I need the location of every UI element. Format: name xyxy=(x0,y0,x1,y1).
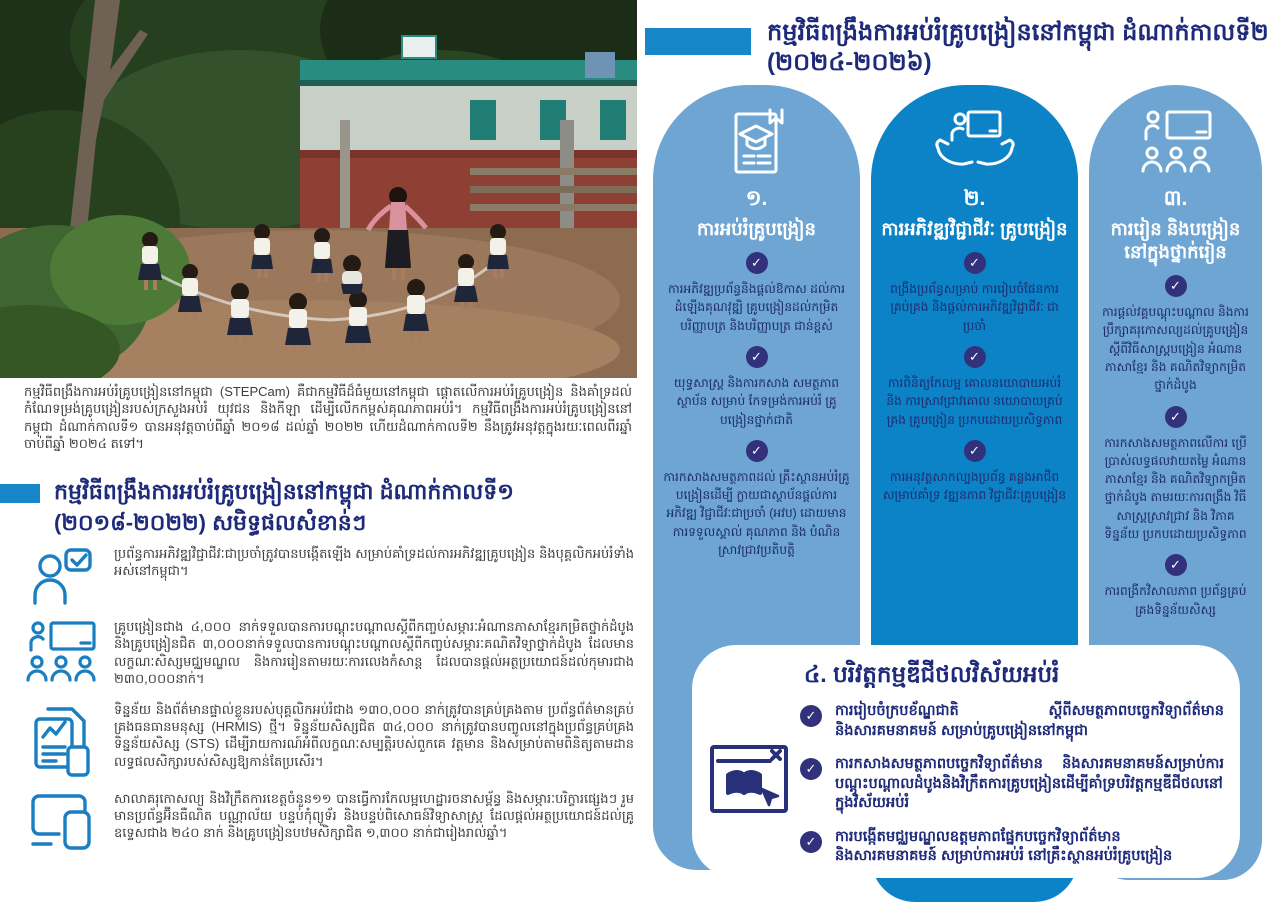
achievements-list xyxy=(24,545,634,852)
documents-chart-icon xyxy=(24,701,98,777)
column-number: ២. xyxy=(963,187,986,210)
column-title: ការអភិវឌ្ឍវិជ្ជាជីវៈ គ្រូបង្រៀន xyxy=(881,219,1068,239)
list-item xyxy=(800,828,1224,867)
devices-icon xyxy=(24,790,98,852)
achievement-text: ទិន្នន័យ និងព័ត៌មានផ្ទាល់ខ្លួនរបស់បុគ្គលិកអប់រំជាង ១៣០,០០០ នាក់ត្រូវបានគ្រប់គ្រងតាម ប្រព័ន្ធព័ត៌មានគ្រប់គ្រងធនធានមនុស្ស (HRMIS) ថ្មី។ ទិន្នន័យសិស្សជិត ៣៤,០០០ នាក់ត្រូវបានបញ្ចូលនៅក្នុងប្រព័ន្ធគ្រប់គ្រងទិន្នន័យសិស្ស (STS) ដើម្បីរាយការណ៍អំពីលក្ខណៈសម្បត្តិរបស់ពួកគេ វត្តមាន និងសម្រាប់តាមពិនិត្យតាមដានលទ្ធផលសិក្សារបស់សិស្សឱ្យកាន់តែប្រសើរ។ xyxy=(114,701,634,769)
check-icon: ✓ xyxy=(800,758,822,780)
check-icon: ✓ xyxy=(800,705,822,727)
list-item xyxy=(800,702,1224,741)
column-item: ការកសាងសមត្ថភាពលើការ ប្រើប្រាស់លទ្ធផលវាយតម្លៃ អំណានភាសាខ្មែរ និង គណិតវិទ្យាកម្រិតថ្នាក់ដំបូង តាមរយៈការពង្រឹង វិធីសាស្ត្រស្រាវជ្រាវ និង វិភាគទិន្នន័យ ប្រកបដោយប្រសិទ្ធភាព xyxy=(1104,435,1247,542)
column-item: យុទ្ធសាស្ត្រ និងការកសាង សមត្ថភាពស្ថាប័ន សម្រាប់ កែទម្រង់ការអប់រំ គ្រូបង្រៀនថ្នាក់ជាតិ xyxy=(673,375,840,427)
accent-bar xyxy=(0,484,40,503)
achievement-text: សាលាគរុកោសល្យ និងវិក្រឹតការខេត្តចំនួន១១ បានធ្វើការកែលម្អហេដ្ឋារចនាសម្ព័ន្ធ និងសម្ភារៈបរិក្ខារផ្សេងៗ រួមមានប្រព័ន្ធអ៊ីនធឺណិត បណ្ណាល័យ បន្ទប់កុំព្យូទ័រ និងបន្ទប់ពិសោធន៍វិទ្យាសាស្ត្រ ដែលផ្តល់អត្ថប្រយោជន៍ដល់គ្រូឧទ្ទេសជាង ២៤០ នាក់ និងគ្រូបង្រៀនបឋមសិក្សាជិត ១,៣០០ នាក់ជារៀងរាល់ឆ្នាំ។ xyxy=(114,790,634,841)
check-icon: ✓ xyxy=(746,252,768,274)
check-icon: ✓ xyxy=(746,440,768,462)
column-item: ការផ្តល់វគ្គបណ្តុះបណ្តាល និងការ ប្រឹក្សាគរុកោសល្យដល់គ្រូបង្រៀន ស្តីពីវិធីសាស្ត្របង្រៀន អំណានភាសាខ្មែរ និង គណិតវិទ្យាកម្រិតថ្នាក់ដំបូង xyxy=(1102,305,1249,393)
check-icon: ✓ xyxy=(746,346,768,368)
column-number: ១. xyxy=(745,187,768,210)
check-icon: ✓ xyxy=(800,831,822,853)
list-item xyxy=(24,701,634,777)
left-section-header xyxy=(0,476,636,538)
section4-item-text: ការកសាងសមត្ថភាពបច្ចេកវិទ្យាព័ត៌មាន និងសារគមនាគមន៍សម្រាប់ការបណ្តុះបណ្តាលដំបូងនិងវិក្រឹតការគ្រូបង្រៀនដើម្បីគាំទ្របរិវត្តកម្មឌីជីថលនៅក្នុងវិស័យអប់រំ xyxy=(835,756,1224,811)
section4-item-text: ការរៀបចំក្របខ័ណ្ឌជាតិ ស្តីពីសមត្ថភាពបច្ចេកវិទ្យាព័ត៌មាន និងសារគមនាគមន៍ សម្រាប់គ្រូបង្រៀននៅកម្ពុជា xyxy=(835,703,1224,739)
achievement-text: ប្រព័ន្ធការអភិវឌ្ឍវិជ្ជាជីវៈជាប្រចាំត្រូវបានបង្កើតឡើង សម្រាប់គាំទ្រដល់ការអភិវឌ្ឍគ្រូបង្រៀន និងបុគ្គលិកអប់រំទាំងអស់នៅកម្ពុជា។ xyxy=(114,546,634,579)
list-item xyxy=(24,545,634,605)
diploma-gradcap-icon xyxy=(663,105,850,181)
schoolyard-photo-illustration xyxy=(0,0,637,378)
check-icon: ✓ xyxy=(1165,406,1187,428)
person-check-bubble-icon xyxy=(24,545,98,605)
hands-teacher-icon xyxy=(881,105,1068,181)
column-title: ការអប់រំគ្រូបង្រៀន xyxy=(697,219,816,239)
section4-item-text: ការបង្កើតមជ្ឈមណ្ឌលឧត្តមភាពផ្នែកបច្ចេកវិទ្យាព័ត៌មាន និងសារគមនាគមន៍ សម្រាប់ការអប់រំ នៅគ្រឹះស្ថានអប់រំគ្រូបង្រៀន xyxy=(835,828,1173,864)
check-icon: ✓ xyxy=(964,440,986,462)
section4-title: ៤. បរិវត្តកម្មឌីជីថលវិស័យអប់រំ xyxy=(804,661,1060,687)
list-item xyxy=(800,755,1224,814)
list-item xyxy=(24,618,634,688)
column-item: ពង្រឹងប្រព័ន្ធសម្រាប់ ការរៀបចំផែនការ គ្រប់គ្រង និងផ្តល់ការអភិវឌ្ឍវិជ្ជាជីវៈ ជាប្រចាំ xyxy=(890,282,1059,333)
accent-bar xyxy=(645,28,751,55)
column-item: ការពិនិត្យកែលម្អ គោលនយោបាយអប់រំ និង ការស្រាវជ្រាវគោល នយោបាយគ្រប់គ្រង គ្រូបង្រៀន ប្រកបដោយប្រសិទ្ធភាព xyxy=(886,375,1063,427)
check-icon: ✓ xyxy=(964,252,986,274)
section4-items xyxy=(800,702,1224,867)
left-section-title: កម្មវិធីពង្រឹងការអប់រំគ្រូបង្រៀននៅកម្ពុជា ដំណាក់កាលទី១ (២០១៨-២០២២) សមិទ្ធផលសំខាន់ៗ xyxy=(54,479,514,535)
list-item xyxy=(24,790,634,852)
column-item: ការកសាងសមត្ថភាពដល់ គ្រឹះស្ថានអប់រំគ្រូបង្រៀនដើម្បី ក្លាយជាស្ថាប័នផ្តល់ការអភិវឌ្ឍ វិជ្ជាជីវៈជាប្រចាំ (អវប) ដោយមានការទទួលស្គាល់ គុណភាព និង បំណិនស្រាវជ្រាវប្រតិបត្តិ xyxy=(663,469,850,557)
column-item: ការអនុវត្តសាកល្បងប្រព័ន្ធ គន្លងអាជីព សម្រាប់គាំទ្រ វឌ្ឍនភាព វិជ្ជាជីវៈគ្រូបង្រៀន xyxy=(882,469,1067,503)
section4-card xyxy=(692,645,1240,878)
schoolyard-photo xyxy=(0,0,637,378)
check-icon: ✓ xyxy=(1165,275,1187,297)
achievement-text: គ្រូបង្រៀនជាង ៤,០០០ នាក់ទទួលបានការបណ្តុះបណ្តាលស្តីពីកញ្ចប់សម្ភារៈអំណានភាសាខ្មែរកម្រិតថ្នាក់ដំបូង និងគ្រូបង្រៀនជិត ៣,០០០នាក់ទទួលបានការបណ្តុះបណ្តាលស្តីពីកញ្ចប់សម្ភារៈគណិតវិទ្យាថ្នាក់ដំបូង ដែលមានលក្ខណៈសិស្សមជ្ឈមណ្ឌល និងការរៀនតាមរយៈការលេងកំសាន្ត ដែលបានផ្តល់អត្ថប្រយោជន៍ដល់កុមារជាង ២៣០,០០០នាក់។ xyxy=(114,619,634,687)
right-page-title: កម្មវិធីពង្រឹងការអប់រំគ្រូបង្រៀននៅកម្ពុជា ដំណាក់កាលទី២ (២០២៤-២០២៦) xyxy=(767,19,1269,76)
classroom-board-icon xyxy=(1099,105,1252,181)
column-item: ការពង្រីកវិសាលភាព ប្រព័ន្ធគ្រប់គ្រងទិន្នន័យសិស្ស xyxy=(1104,584,1247,617)
column-number: ៣. xyxy=(1163,187,1188,210)
check-icon: ✓ xyxy=(964,346,986,368)
right-page-header xyxy=(645,18,1280,80)
browser-book-icon xyxy=(708,737,790,819)
intro-paragraph: កម្មវិធីពង្រឹងការអប់រំគ្រូបង្រៀននៅកម្ពុជា (STEPCam) គឺជាកម្មវិធីដ៏ធំមួយនៅកម្ពុជា ផ្តោតលើការអប់រំគ្រូបង្រៀន និងគាំទ្រដល់កំណែទម្រង់គ្រូបង្រៀនរបស់ក្រសួងអប់រំ យុវជន និងកីឡា ដើម្បីលើកកម្ពស់គុណភាពអប់រំ។ កម្មវិធីពង្រឹងការអប់រំគ្រូបង្រៀននៅកម្ពុជា ដំណាក់កាលទី១ បានអនុវត្តចាប់ពីឆ្នាំ ២០១៨ ដល់ឆ្នាំ ២០២២ ហើយដំណាក់កាលទី២ នឹងត្រូវអនុវត្តក្នុងរយៈពេលពីរឆ្នាំ ចាប់ពីឆ្នាំ ២០២៤ តទៅ។ xyxy=(24,384,632,452)
column-item: ការអភិវឌ្ឍប្រព័ន្ធនិងផ្តល់ឱកាស ដល់ការដំឡើងគុណវុឌ្ឍិ គ្រូបង្រៀនដល់កម្រិត បរិញ្ញាបត្រ និងបរិញ្ញាបត្រ ជាន់ខ្ពស់ xyxy=(668,282,845,333)
column-title: ការរៀន និងបង្រៀន នៅក្នុងថ្នាក់រៀន xyxy=(1110,219,1241,263)
teacher-classroom-icon xyxy=(24,618,98,686)
check-icon: ✓ xyxy=(1165,554,1187,576)
